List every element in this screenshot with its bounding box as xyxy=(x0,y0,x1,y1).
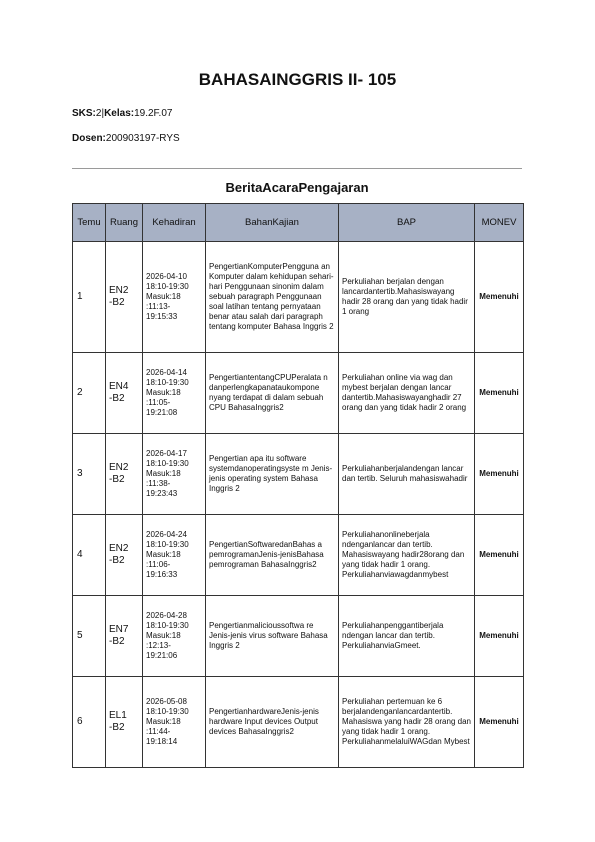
dosen-value: 200903197-RYS xyxy=(105,133,180,144)
kelas-value: 19.2F.07 xyxy=(134,108,173,119)
cell-monev: Memenuhi xyxy=(475,677,524,768)
table-row xyxy=(73,434,524,515)
cell-bahan-kajian: PengertianSoftwaredanBahas a pemrogramanJenis-jenisBahasa pemrograman BahasaInggris2 xyxy=(206,515,339,596)
col-header-ruang: Ruang xyxy=(106,204,143,242)
col-header-monev: MONEV xyxy=(475,204,524,242)
col-header-kehadiran: Kehadiran xyxy=(143,204,206,242)
cell-bap: Perkuliahanberjalandengan lancar dan tertib. Seluruh mahasiswahadir xyxy=(339,434,475,515)
section-title: BeritaAcaraPengajaran xyxy=(225,180,369,195)
cell-kehadiran: 2026-04-10 18:10-19:30 Masuk:18 :11:13- 19:15:33 xyxy=(143,242,206,353)
col-header-bap: BAP xyxy=(339,204,475,242)
cell-bahan-kajian: Pengertianmalicioussoftwa re Jenis-jenis virus software Bahasa Inggris 2 xyxy=(206,596,339,677)
cell-kehadiran: 2026-04-17 18:10-19:30 Masuk:18 :11:38- 19:23:43 xyxy=(143,434,206,515)
cell-bap: Perkuliahanonlineberjala ndenganlancar dan tertib. Mahasiswayang hadir28orang dan yang tidak hadir 1 orang. Perkuliahanviawagdanmybest xyxy=(339,515,475,596)
cell-bap: Perkuliahanpenggantiberjala ndengan lancar dan tertib. PerkuliahanviaGmeet. xyxy=(339,596,475,677)
cell-bap: Perkuliahan online via wag dan mybest berjalan dengan lancar dantertib.Mahasiswayanghadir 27 orang dan yang tidak hadir 2 orang xyxy=(339,353,475,434)
cell-kehadiran: 2026-04-24 18:10-19:30 Masuk:18 :11:06- 19:16:33 xyxy=(143,515,206,596)
meta-separator: | xyxy=(101,108,105,119)
cell-monev: Memenuhi xyxy=(475,353,524,434)
table-row xyxy=(73,596,524,677)
cell-ruang: EN7 -B2 xyxy=(106,596,143,677)
cell-ruang: EN2 -B2 xyxy=(106,242,143,353)
cell-temu: 3 xyxy=(73,434,106,515)
cell-bahan-kajian: Pengertian apa itu software systemdanoperatingsyste m Jenis-jenis operating system Bahasa Inggris 2 xyxy=(206,434,339,515)
kelas-label: Kelas: xyxy=(104,108,135,119)
table-row xyxy=(73,353,524,434)
table-row xyxy=(73,242,524,353)
cell-bap: Perkuliahan pertemuan ke 6 berjalandenganlancardantertib. Mahasiswa yang hadir 28 orang dan yang tidak hadir 1 orang. PerkuliahanmelaluiWAGdan Mybest xyxy=(339,677,475,768)
cell-kehadiran: 2026-04-28 18:10-19:30 Masuk:18 :12:13- 19:21:06 xyxy=(143,596,206,677)
page-title: BAHASAINGGRIS II- 105 xyxy=(198,70,397,89)
table-row xyxy=(73,677,524,768)
divider xyxy=(72,168,522,169)
cell-kehadiran: 2026-05-08 18:10-19:30 Masuk:18 :11:44- 19:18:14 xyxy=(143,677,206,768)
table-row xyxy=(73,515,524,596)
course-meta xyxy=(72,108,172,119)
cell-ruang: EN4 -B2 xyxy=(106,353,143,434)
cell-kehadiran: 2026-04-14 18:10-19:30 Masuk:18 :11:05- 19:21:08 xyxy=(143,353,206,434)
col-header-temu: Temu xyxy=(73,204,106,242)
sks-label: SKS: xyxy=(72,108,96,119)
cell-bahan-kajian: PengertiantentangCPUPeralata n danperlengkapanataukompone nyang terdapat di dalam sebuah CPU BahasaInggris2 xyxy=(206,353,339,434)
col-header-bahan-kajian: BahanKajian xyxy=(206,204,339,242)
cell-temu: 1 xyxy=(73,242,106,353)
cell-ruang: EL1 -B2 xyxy=(106,677,143,768)
cell-bahan-kajian: PengertianKomputerPengguna an Komputer dalam kehidupan sehari-hari Penggunaan sinonim dalam sebuah paragraph Penggunaan soal latihan tentang pernyataan benar atau salah dari paragraph tentang komputer Bahasa Inggris 2 xyxy=(206,242,339,353)
table-header-row xyxy=(73,204,524,242)
cell-bap: Perkuliahan berjalan dengan lancardantertib.Mahasiswayang hadir 28 orang dan yang tidak hadir 1 orang xyxy=(339,242,475,353)
lecturer-meta xyxy=(72,133,180,144)
cell-monev: Memenuhi xyxy=(475,434,524,515)
cell-monev: Memenuhi xyxy=(475,515,524,596)
cell-monev: Memenuhi xyxy=(475,596,524,677)
cell-temu: 5 xyxy=(73,596,106,677)
dosen-label: Dosen: xyxy=(72,133,106,144)
teaching-record-table xyxy=(72,203,524,768)
cell-ruang: EN2 -B2 xyxy=(106,434,143,515)
cell-temu: 2 xyxy=(73,353,106,434)
cell-temu: 6 xyxy=(73,677,106,768)
cell-ruang: EN2 -B2 xyxy=(106,515,143,596)
sks-value: 2 xyxy=(95,108,102,119)
cell-temu: 4 xyxy=(73,515,106,596)
cell-bahan-kajian: PengertianhardwareJenis-jenis hardware Input devices Output devices BahasaInggris2 xyxy=(206,677,339,768)
cell-monev: Memenuhi xyxy=(475,242,524,353)
